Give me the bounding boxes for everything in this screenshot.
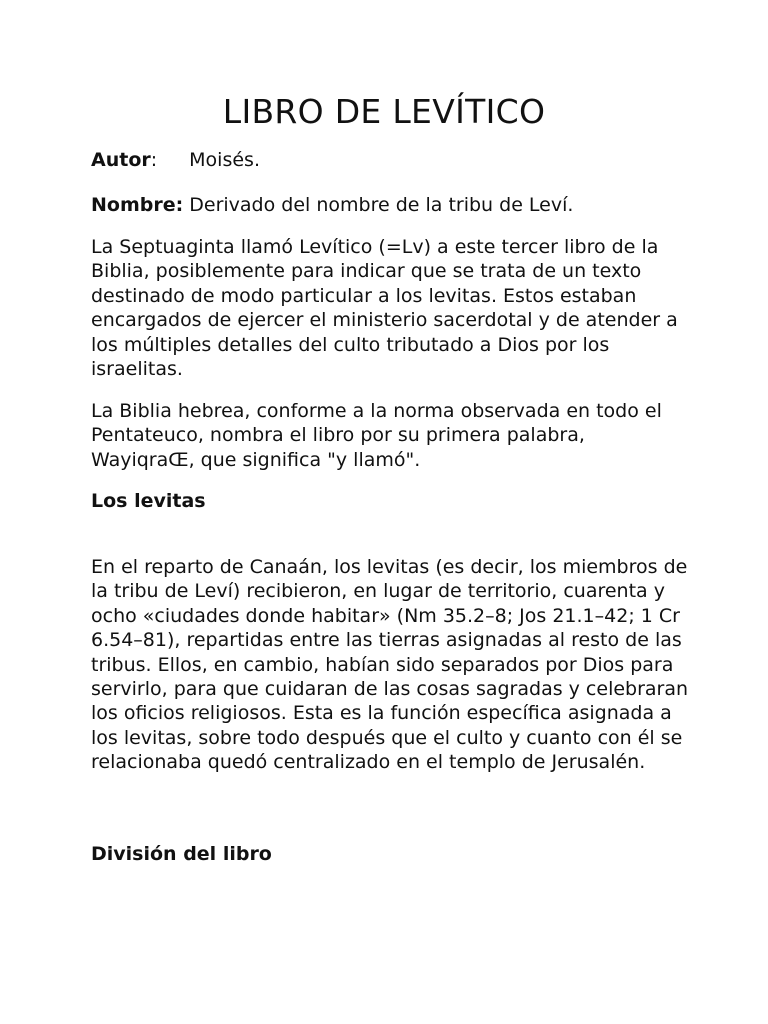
author-value: Moisés.	[189, 149, 260, 171]
paragraph-septuaginta: La Septuaginta llamó Levítico (=Lv) a este tercer libro de la Biblia, posiblemente para indicar que se trata de un texto destinado de modo particular a los levitas. Estos estaban encargados de ejercer el ministerio sacerdotal y de atender a los múltiples detalles del culto tributado a Dios por los israelitas.	[91, 236, 678, 381]
name-label: Nombre:	[91, 194, 184, 216]
author-separator: :	[150, 149, 158, 171]
document-title: LIBRO DE LEVÍTICO	[222, 92, 546, 131]
paragraph-reparto-canaan: En el reparto de Canaán, los levitas (es decir, los miembros de la tribu de Leví) recibieron, en lugar de territorio, cuarenta y ocho «ciudades donde habitar» (Nm 35.2–8; Jos 21.1–42; 1 Cr 6.54–81), repartidas entre las tierras asignadas al resto de las tribus. Ellos, en cambio, habían sido separados por Dios para servirlo, para que cuidaran de las cosas sagradas y celebraran los oficios religiosos. Esta es la función específica asignada a los levitas, sobre todo después que el culto y cuanto con él se relacionaba quedó centralizado en el templo de Jerusalén.	[91, 556, 689, 774]
author-label: Autor	[91, 149, 151, 171]
heading-division-del-libro: División del libro	[91, 843, 272, 865]
author-line	[91, 148, 691, 172]
paragraph-biblia-hebrea: La Biblia hebrea, conforme a la norma observada en todo el Pentateuco, nombra el libro por su primera palabra, WayiqraŒ, que significa "y llamó".	[91, 400, 662, 471]
heading-los-levitas: Los levitas	[91, 490, 206, 512]
name-value: Derivado del nombre de la tribu de Leví.	[183, 194, 574, 216]
name-line	[91, 193, 691, 217]
